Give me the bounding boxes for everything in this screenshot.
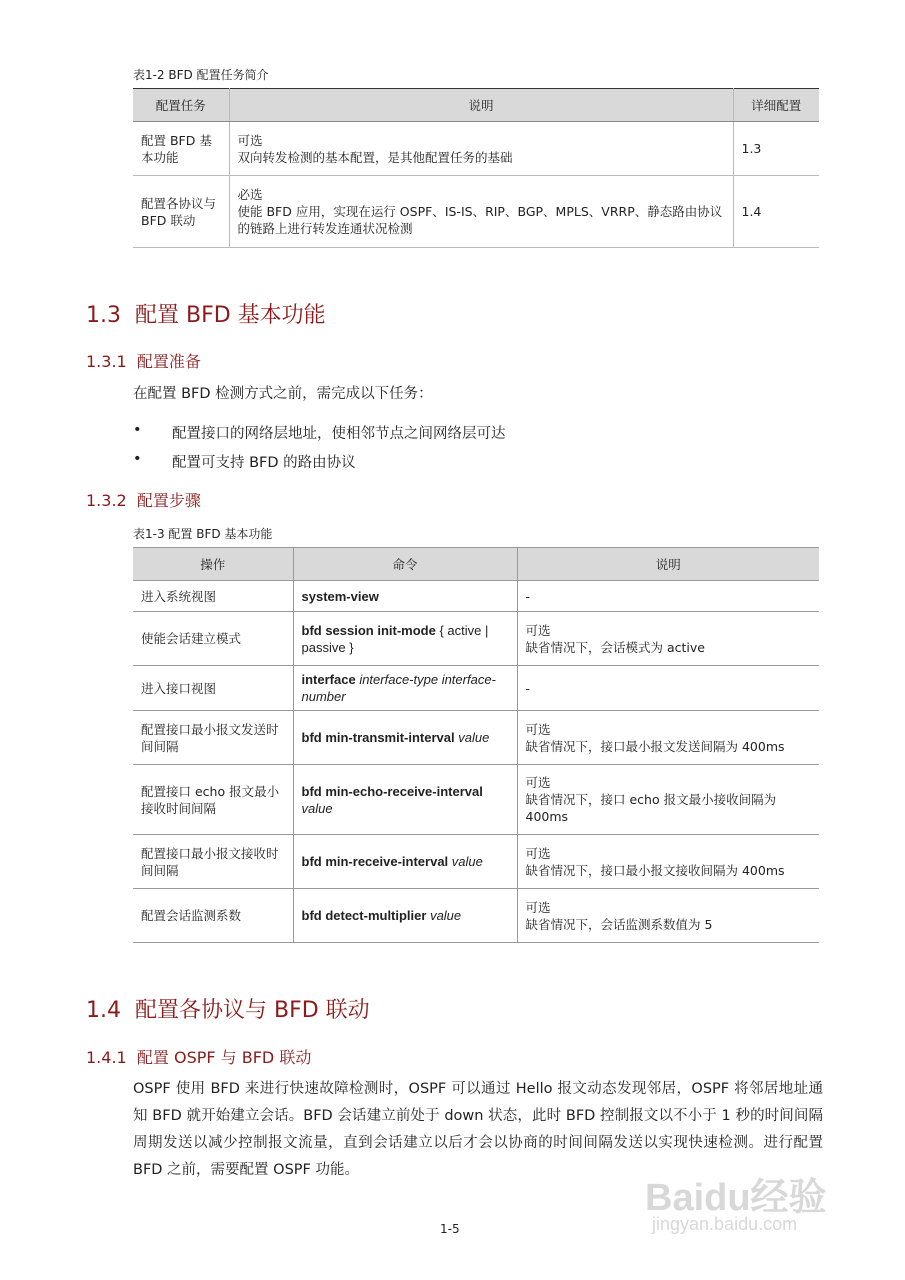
subsection-number: 1.4.1 bbox=[86, 1048, 127, 1067]
table-row bbox=[133, 765, 819, 835]
description-cell bbox=[517, 666, 819, 711]
requirement-text: 可选 bbox=[525, 845, 551, 861]
command-cell bbox=[293, 581, 517, 612]
subsection-heading bbox=[86, 1045, 311, 1068]
description-cell bbox=[517, 835, 819, 889]
description-cell bbox=[229, 122, 733, 176]
description-text: - bbox=[525, 588, 531, 604]
command-cell bbox=[293, 889, 517, 943]
command-params: value bbox=[426, 908, 462, 923]
column-header: 操作 bbox=[133, 548, 293, 581]
operation-cell: 配置接口最小报文发送时间间隔 bbox=[133, 711, 293, 765]
watermark-url: jingyan.baidu.com bbox=[652, 1214, 798, 1234]
section-ref-cell: 1.4 bbox=[733, 176, 819, 248]
command-params: value bbox=[448, 854, 483, 869]
table-row bbox=[133, 835, 819, 889]
section-title: 配置各协议与 BFD 联动 bbox=[135, 998, 370, 1023]
config-steps-table bbox=[133, 547, 819, 943]
requirement-text: 可选 bbox=[525, 721, 551, 737]
operation-cell: 使能会话建立模式 bbox=[133, 612, 293, 666]
table-row bbox=[133, 176, 819, 248]
watermark-brand: Baidu经验 bbox=[645, 1177, 827, 1219]
requirement-text: 可选 bbox=[237, 132, 263, 148]
description-cell bbox=[517, 711, 819, 765]
command-keyword: bfd detect-multiplier bbox=[301, 908, 427, 923]
section-ref-cell: 1.3 bbox=[733, 122, 819, 176]
command-keyword: bfd session init-mode bbox=[301, 622, 436, 638]
bullet-icon: • bbox=[133, 422, 142, 438]
bullet-icon: • bbox=[133, 451, 142, 467]
command-params: value bbox=[454, 730, 490, 745]
table-row bbox=[133, 711, 819, 765]
description-text: 缺省情况下，接口 echo 报文最小接收间隔为 400ms bbox=[525, 792, 777, 824]
command-cell bbox=[293, 765, 517, 835]
section-title: 配置 BFD 基本功能 bbox=[135, 303, 326, 328]
subsection-title: 配置步骤 bbox=[136, 491, 201, 510]
prep-intro: 在配置 BFD 检测方式之前，需完成以下任务： bbox=[133, 386, 433, 402]
table-row bbox=[133, 666, 819, 711]
table-caption: 表1-3 配置 BFD 基本功能 bbox=[133, 527, 273, 541]
description-text: 缺省情况下，接口最小报文发送间隔为 400ms bbox=[525, 738, 785, 754]
table-row bbox=[133, 581, 819, 612]
description-cell bbox=[517, 889, 819, 943]
description-text: - bbox=[525, 680, 531, 696]
command-params: value bbox=[301, 800, 333, 816]
column-header: 说明 bbox=[229, 89, 733, 122]
table-header-row bbox=[133, 548, 819, 581]
table-row bbox=[133, 612, 819, 666]
subsection-title: 配置 OSPF 与 BFD 联动 bbox=[136, 1048, 312, 1067]
section-number: 1.4 bbox=[86, 998, 121, 1023]
command-keyword: bfd min-transmit-interval bbox=[301, 730, 455, 745]
requirement-text: 可选 bbox=[525, 899, 551, 915]
subsection-number: 1.3.2 bbox=[86, 491, 127, 510]
watermark-logo bbox=[645, 1166, 827, 1221]
requirement-text: 可选 bbox=[525, 622, 551, 638]
ospf-paragraph: OSPF 使用 BFD 来进行快速故障检测时，OSPF 可以通过 Hello 报文动态发现邻居，OSPF 将邻居地址通知 BFD 就开始建立会话。BFD 会话建立前处于 down 状态，此时 BFD 控制报文以不小于 1 秒的时间间隔周期发送以减少控制报文流量，直到会话建立以后才会以协商的时间间隔发送以实现快速检测。进行配置 BFD 之前，需要配置 OSPF 功能。 bbox=[133, 1081, 823, 1178]
description-cell bbox=[517, 612, 819, 666]
command-keyword: system-view bbox=[301, 588, 379, 604]
description-text: 使能 BFD 应用，实现在运行 OSPF、IS-IS、RIP、BGP、MPLS、VRRP、静态路由协议的链路上进行转发连通状况检测 bbox=[237, 204, 723, 236]
table-row bbox=[133, 889, 819, 943]
description-text: 缺省情况下，接口最小报文接收间隔为 400ms bbox=[525, 862, 785, 878]
list-item-text: 配置接口的网络层地址，使相邻节点之间网络层可达 bbox=[172, 426, 506, 442]
description-text: 缺省情况下，会话监测系数值为 5 bbox=[525, 916, 713, 932]
operation-cell: 进入接口视图 bbox=[133, 666, 293, 711]
command-cell bbox=[293, 666, 517, 711]
list-item-text: 配置可支持 BFD 的路由协议 bbox=[172, 455, 356, 471]
task-table bbox=[133, 88, 819, 248]
command-keyword: interface bbox=[301, 672, 356, 687]
column-header: 配置任务 bbox=[133, 89, 229, 122]
command-args: { active | passive } bbox=[301, 622, 489, 655]
section-heading bbox=[86, 298, 326, 329]
command-cell bbox=[293, 612, 517, 666]
table-row bbox=[133, 122, 819, 176]
command-cell bbox=[293, 835, 517, 889]
command-keyword: bfd min-echo-receive-interval bbox=[301, 783, 483, 799]
section-number: 1.3 bbox=[86, 303, 121, 328]
subsection-heading bbox=[86, 349, 201, 372]
subsection-number: 1.3.1 bbox=[86, 352, 127, 371]
table-header-row bbox=[133, 89, 819, 122]
subsection-title: 配置准备 bbox=[136, 352, 201, 371]
command-cell bbox=[293, 711, 517, 765]
description-cell bbox=[517, 581, 819, 612]
column-header: 详细配置 bbox=[733, 89, 819, 122]
operation-cell: 配置会话监测系数 bbox=[133, 889, 293, 943]
table-caption: 表1-2 BFD 配置任务简介 bbox=[133, 68, 269, 82]
column-header: 命令 bbox=[293, 548, 517, 581]
page-number: 1-5 bbox=[440, 1222, 460, 1236]
operation-cell: 进入系统视图 bbox=[133, 581, 293, 612]
description-text: 双向转发检测的基本配置，是其他配置任务的基础 bbox=[237, 149, 513, 165]
command-params: interface-type interface-number bbox=[301, 672, 496, 704]
task-cell: 配置各协议与 BFD 联动 bbox=[133, 176, 229, 248]
requirement-text: 可选 bbox=[525, 775, 551, 790]
column-header: 说明 bbox=[517, 548, 819, 581]
description-cell bbox=[229, 176, 733, 248]
task-cell: 配置 BFD 基本功能 bbox=[133, 122, 229, 176]
requirement-text: 必选 bbox=[237, 187, 263, 202]
description-cell bbox=[517, 765, 819, 835]
operation-cell: 配置接口最小报文接收时间间隔 bbox=[133, 835, 293, 889]
command-keyword: bfd min-receive-interval bbox=[301, 854, 449, 869]
section-heading bbox=[86, 993, 370, 1024]
operation-cell: 配置接口 echo 报文最小接收时间间隔 bbox=[133, 765, 293, 835]
subsection-heading bbox=[86, 488, 201, 511]
description-text: 缺省情况下，会话模式为 active bbox=[525, 639, 705, 655]
